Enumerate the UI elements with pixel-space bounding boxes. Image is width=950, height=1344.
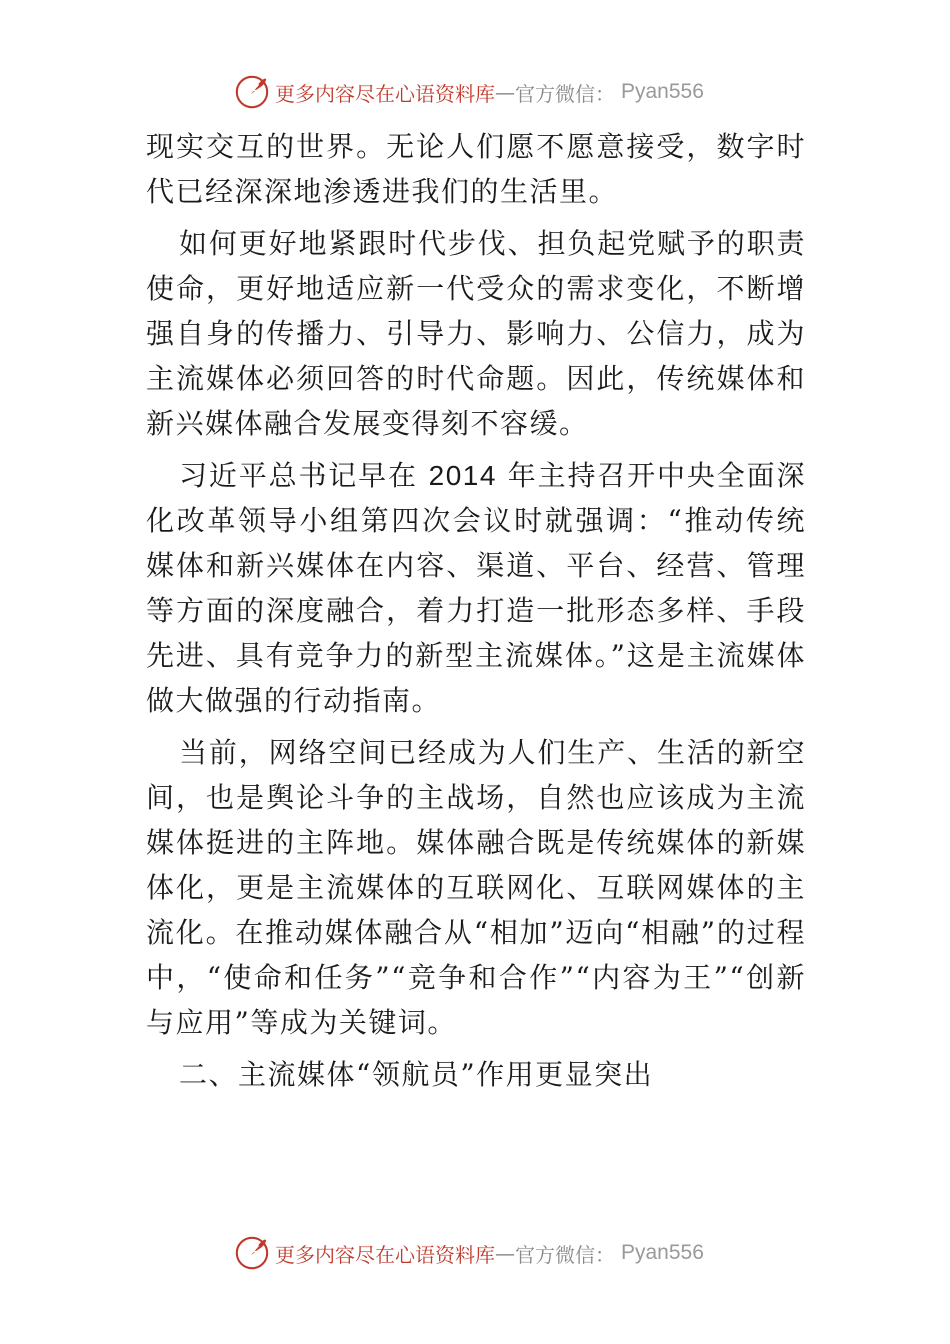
banner-wechat-id: Pyan556 <box>621 1241 704 1264</box>
document-body <box>146 124 806 1104</box>
paragraph: 当前，网络空间已经成为人们生产、生活的新空间，也是舆论斗争的主战场，自然也应该成为主流媒体挺进的主阵地。媒体融合既是传统媒体的新媒体化，更是主流媒体的互联网化、互联网媒体的主流化。在推动媒体融合从“相加”迈向“相融”的过程中，“使命和任务”“竞争和合作”“内容为王”“创新与应用”等成为关键词。 <box>146 736 806 1039</box>
paragraph-with-year <box>146 453 806 723</box>
footer-watermark-banner <box>233 1233 704 1273</box>
header-watermark-banner <box>233 72 704 112</box>
banner-wechat-label: 官方微信： <box>515 1242 615 1267</box>
banner-wechat-id: Pyan556 <box>621 80 704 103</box>
paragraph-text: 年主持召开中央全面深化改革领导小组第四次会议时就强调：“推动传统媒体和新兴媒体在内容、渠道、平台、经营、管理等方面的深度融合，着力打造一批形态多样、手段先进、具有竞争力的新型主流媒体。”这是主流媒体做大做强的行动指南。 <box>146 459 806 717</box>
banner-library-text: 更多内容尽在心语资料库 <box>275 81 495 106</box>
banner-separator: — <box>495 80 515 104</box>
feather-quill-logo-icon <box>233 73 271 111</box>
year-number: 2014 <box>428 460 497 491</box>
banner-library-text: 更多内容尽在心语资料库 <box>275 1242 495 1267</box>
banner-wechat-label: 官方微信： <box>515 81 615 106</box>
paragraph: 如何更好地紧跟时代步伐、担负起党赋予的职责使命，更好地适应新一代受众的需求变化，不断增强自身的传播力、引导力、影响力、公信力，成为主流媒体必须回答的时代命题。因此，传统媒体和新兴媒体融合发展变得刻不容缓。 <box>146 227 806 440</box>
section-heading: 二、主流媒体“领航员”作用更显突出 <box>179 1058 654 1091</box>
paragraph-text: 习近平总书记早在 <box>179 459 418 492</box>
banner-separator: — <box>495 1241 515 1265</box>
paragraph-continuation: 现实交互的世界。无论人们愿不愿意接受，数字时代已经深深地渗透进我们的生活里。 <box>146 130 806 208</box>
feather-quill-logo-icon <box>233 1234 271 1272</box>
